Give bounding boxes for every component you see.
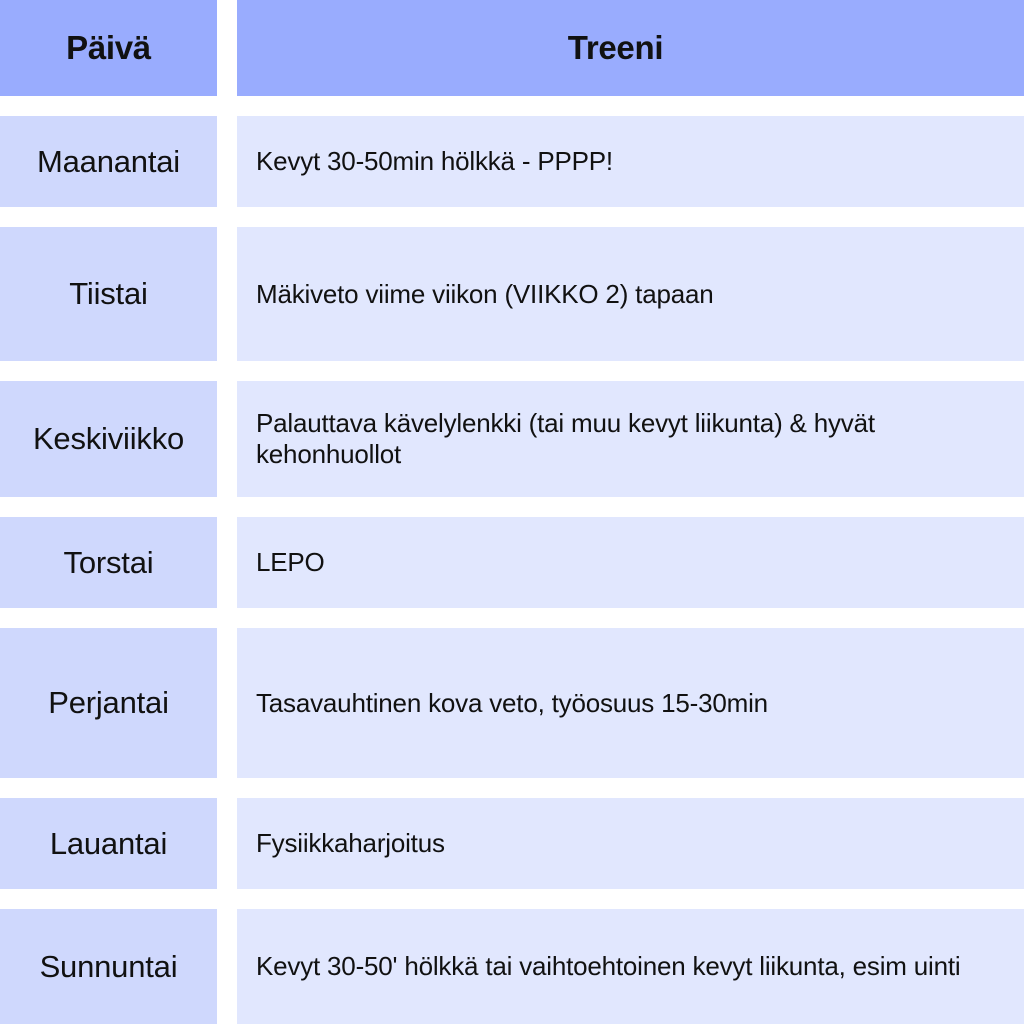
workout-cell: LEPO [237,517,1024,608]
workout-cell: Mäkiveto viime viikon (VIIKKO 2) tapaan [237,227,1024,361]
workout-cell: Kevyt 30-50' hölkkä tai vaihtoehtoinen kevyt liikunta, esim uinti [237,909,1024,1024]
day-cell: Torstai [0,517,217,608]
workout-cell: Fysiikkaharjoitus [237,798,1024,889]
day-cell: Maanantai [0,116,217,207]
workout-cell: Kevyt 30-50min hölkkä - PPPP! [237,116,1024,207]
day-cell: Lauantai [0,798,217,889]
header-workout: Treeni [237,0,1024,96]
workout-cell: Palauttava kävelylenkki (tai muu kevyt liikunta) & hyvät kehonhuollot [237,381,1024,497]
day-cell: Sunnuntai [0,909,217,1024]
day-cell: Keskiviikko [0,381,217,497]
header-day: Päivä [0,0,217,96]
day-cell: Tiistai [0,227,217,361]
workout-cell: Tasavauhtinen kova veto, työosuus 15-30min [237,628,1024,778]
day-cell: Perjantai [0,628,217,778]
